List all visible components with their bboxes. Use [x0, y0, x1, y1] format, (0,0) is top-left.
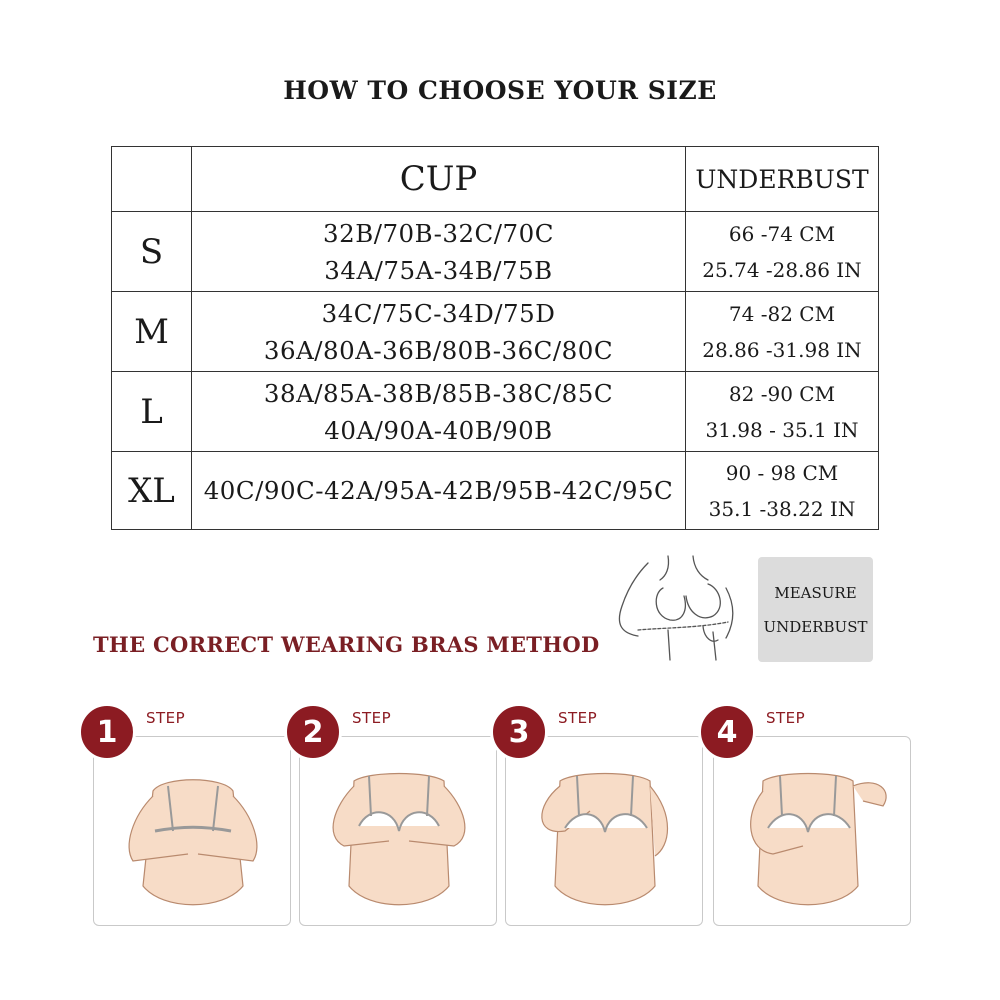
- measure-underbust-label: [758, 557, 873, 662]
- cup-value: 32B/70B-32C/70C: [323, 218, 554, 248]
- cup-value: 40A/90A-40B/90B: [324, 415, 553, 445]
- measure-line1: MEASURE: [774, 583, 857, 602]
- cup-value: 38A/85A-38B/85B-38C/85C: [263, 378, 614, 408]
- step-label: STEP: [558, 709, 598, 727]
- underbust-in: 31.98 - 35.1 IN: [705, 417, 859, 442]
- table-row: [112, 212, 879, 292]
- step-number-badge: 3: [490, 703, 548, 761]
- table-header-row: [112, 147, 879, 212]
- underbust-cell: [686, 212, 879, 292]
- cup-value: 34A/75A-34B/75B: [324, 255, 553, 285]
- measure-underbust-illustration: [608, 548, 748, 668]
- cup-cell: [192, 452, 686, 530]
- step-3-illustration: [505, 736, 701, 924]
- underbust-in: 35.1 -38.22 IN: [708, 496, 856, 521]
- step-number-badge: 4: [698, 703, 756, 761]
- underbust-cm: 90 - 98 CM: [725, 460, 839, 485]
- step-card-4: [698, 703, 918, 928]
- header-underbust: UNDERBUST: [686, 147, 879, 212]
- step-4-illustration: [713, 736, 909, 924]
- underbust-in: 28.86 -31.98 IN: [702, 337, 862, 362]
- underbust-cm: 82 -90 CM: [728, 381, 836, 406]
- underbust-in: 25.74 -28.86 IN: [702, 257, 862, 282]
- cup-cell: [192, 372, 686, 452]
- size-chart-table: [111, 146, 879, 530]
- size-label: S: [112, 212, 192, 292]
- step-card-2: [284, 703, 504, 928]
- step-1-illustration: [93, 736, 289, 924]
- step-number-badge: 1: [78, 703, 136, 761]
- cup-value: 36A/80A-36B/80B-36C/80C: [263, 335, 614, 365]
- underbust-cell: [686, 292, 879, 372]
- step-2-illustration: [299, 736, 495, 924]
- step-card-3: [490, 703, 710, 928]
- underbust-cell: [686, 452, 879, 530]
- table-row: [112, 292, 879, 372]
- cup-value: 34C/75C-34D/75D: [321, 298, 556, 328]
- underbust-cell: [686, 372, 879, 452]
- size-label: M: [112, 292, 192, 372]
- step-label: STEP: [146, 709, 186, 727]
- cup-cell: [192, 212, 686, 292]
- underbust-cm: 74 -82 CM: [728, 301, 836, 326]
- cup-cell: [192, 292, 686, 372]
- step-label: STEP: [766, 709, 806, 727]
- page-title: HOW TO CHOOSE YOUR SIZE: [283, 76, 717, 105]
- measure-line2: UNDERBUST: [763, 617, 868, 636]
- section-title-wearing-method: THE CORRECT WEARING BRAS METHOD: [93, 632, 600, 657]
- header-size-cell: [112, 147, 192, 212]
- step-number-badge: 2: [284, 703, 342, 761]
- size-label: XL: [112, 452, 192, 530]
- size-label: L: [112, 372, 192, 452]
- table-row: [112, 372, 879, 452]
- step-card-1: [78, 703, 298, 928]
- table-row: [112, 452, 879, 530]
- step-label: STEP: [352, 709, 392, 727]
- underbust-cm: 66 -74 CM: [728, 221, 836, 246]
- header-cup: CUP: [192, 147, 686, 212]
- cup-value: 40C/90C-42A/95A-42B/95B-42C/95C: [203, 476, 674, 506]
